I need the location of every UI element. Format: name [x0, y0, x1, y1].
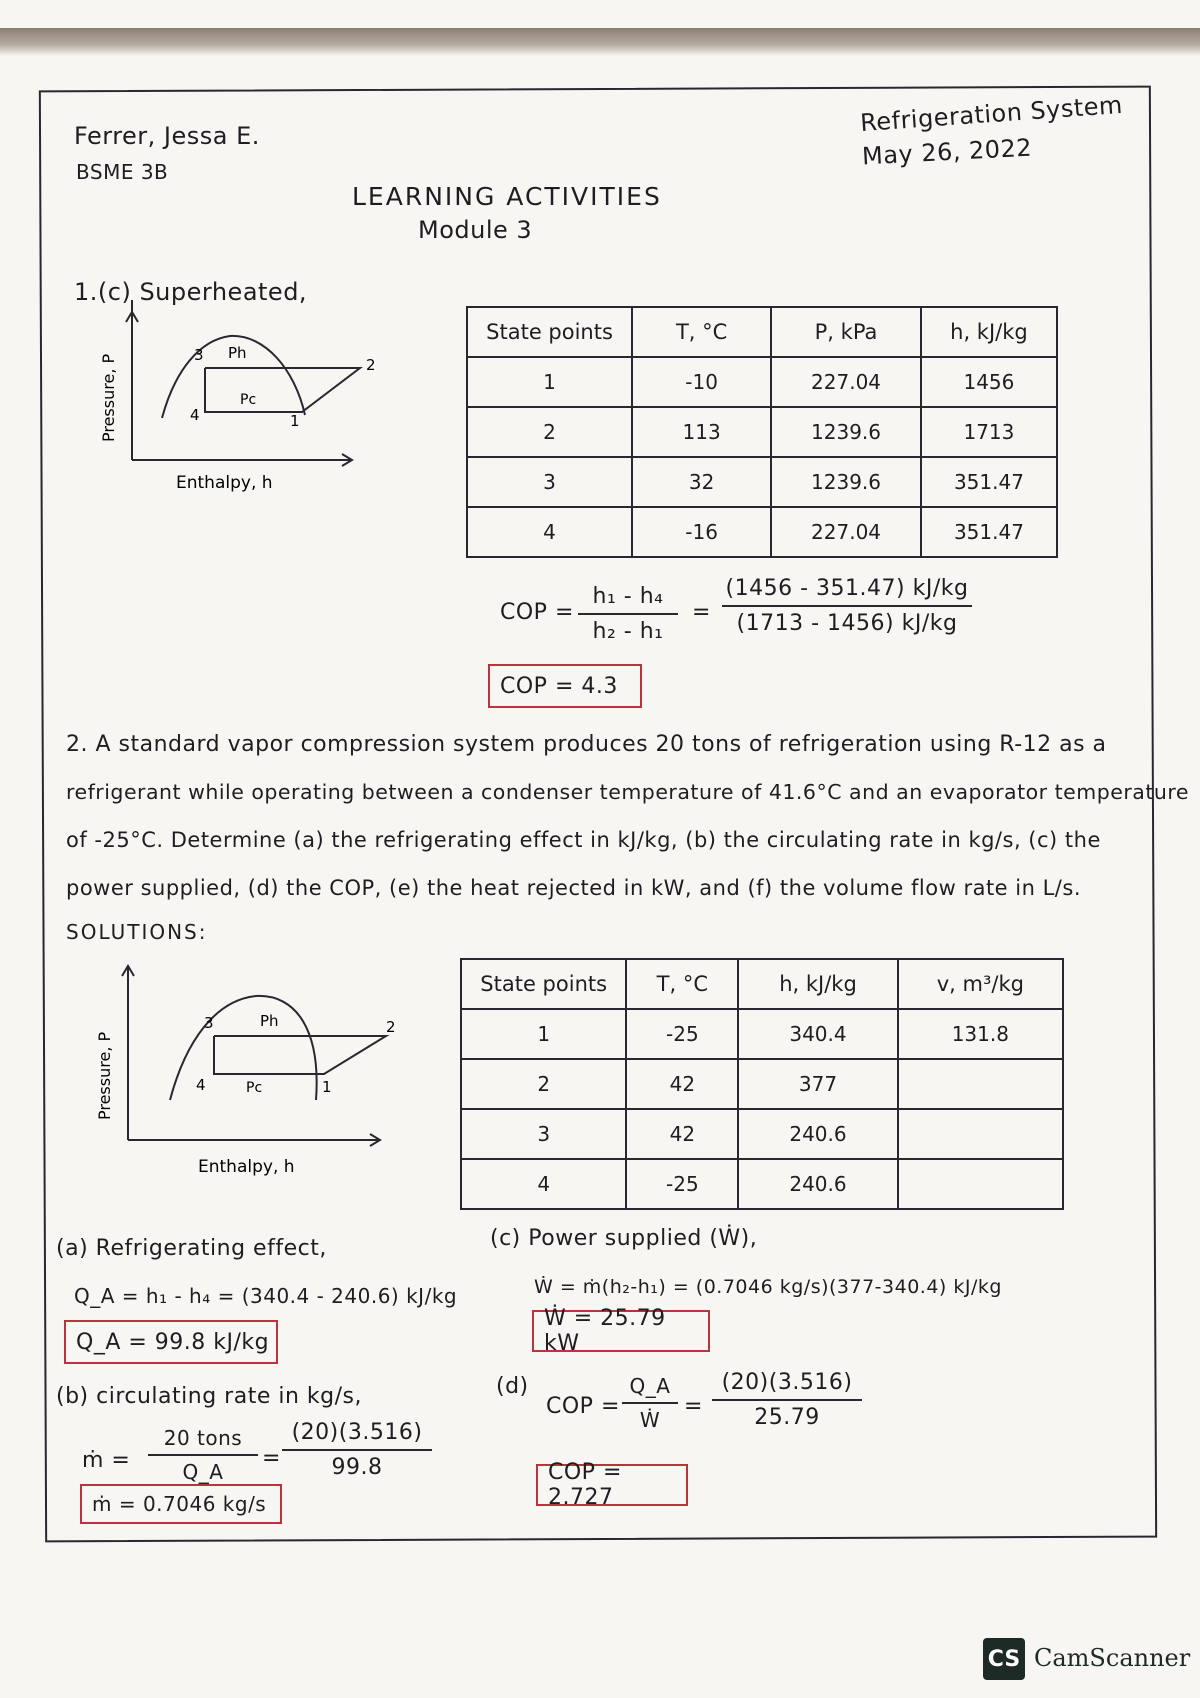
part-b-heading: (b) circulating rate in kg/s,	[56, 1384, 362, 1409]
camscanner-text: CamScanner	[1034, 1644, 1191, 1672]
fraction-denominator: 25.79	[754, 1405, 820, 1430]
problem1-ylabel: Pressure, P	[99, 353, 118, 442]
problem1-point-4: 4	[190, 406, 200, 424]
table-cell: 2	[461, 1059, 626, 1109]
part-c-result: Ẇ = 25.79 kW	[532, 1310, 710, 1352]
table-header: h, kJ/kg	[921, 307, 1057, 357]
table-header: State points	[461, 959, 626, 1009]
problem1-answer: 1.(c) Superheated,	[74, 278, 308, 306]
table-cell: 4	[467, 507, 632, 557]
date: May 26, 2022	[861, 133, 1033, 171]
problem1-ph-diagram	[80, 300, 380, 500]
module-label: Module 3	[418, 216, 533, 244]
problem2-pc-label: Pc	[246, 1080, 263, 1096]
fraction-bar	[722, 605, 972, 607]
problem1-xlabel: Enthalpy, h	[176, 473, 273, 493]
problem2-point-3: 3	[204, 1014, 214, 1032]
table-row	[461, 1009, 1063, 1059]
problem1-state-table	[466, 306, 1058, 558]
table-header: State points	[467, 307, 632, 357]
camscanner-logo: CS	[983, 1638, 1025, 1680]
course-name: Refrigeration System	[859, 90, 1124, 138]
table-header: v, m³/kg	[898, 959, 1063, 1009]
table-header-row	[461, 959, 1063, 1009]
fraction-numerator: (20)(3.516)	[291, 1420, 423, 1445]
problem1-point-3: 3	[194, 346, 204, 364]
problem2-ph-diagram	[86, 950, 396, 1180]
problem2-ph-label: Ph	[260, 1012, 279, 1030]
table-cell: -10	[632, 357, 771, 407]
problem1-cop-fraction	[578, 584, 678, 644]
table-cell: 4	[461, 1159, 626, 1209]
table-row	[461, 1059, 1063, 1109]
problem2-line-2: refrigerant while operating between a condenser temperature of 41.6°C and an evaporator temperature	[66, 780, 1189, 804]
part-c-formula: Ẇ = ṁ(h₂-h₁) = (0.7046 kg/s)(377-340.4) kJ/kg	[534, 1276, 1002, 1298]
table-row	[467, 357, 1057, 407]
table-cell: 1	[467, 357, 632, 407]
cop-numerator: h₁ - h₄	[592, 584, 664, 609]
table-row	[467, 407, 1057, 457]
problem2-xlabel: Enthalpy, h	[198, 1157, 295, 1177]
table-cell: -25	[626, 1009, 738, 1059]
fraction-bar	[148, 1454, 258, 1456]
table-cell: -25	[626, 1159, 738, 1209]
part-b-fraction-2	[282, 1420, 432, 1480]
solutions-label: SOLUTIONS:	[66, 920, 208, 944]
page-title: LEARNING ACTIVITIES	[352, 182, 662, 211]
problem1-equals: =	[692, 600, 711, 625]
table-cell: 240.6	[738, 1109, 897, 1159]
problem2-ylabel: Pressure, P	[95, 1031, 114, 1120]
table-cell: 113	[632, 407, 771, 457]
table-cell	[898, 1109, 1063, 1159]
table-cell	[898, 1059, 1063, 1109]
problem2-line-3: of -25°C. Determine (a) the refrigerating effect in kJ/kg, (b) the circulating rate in kg/s, (c) the	[66, 828, 1101, 852]
table-cell: 3	[467, 457, 632, 507]
table-cell: 42	[626, 1109, 738, 1159]
part-d-fraction-2	[712, 1370, 862, 1430]
table-cell: -16	[632, 507, 771, 557]
table-cell	[898, 1159, 1063, 1209]
fraction-denominator: 99.8	[331, 1455, 383, 1480]
table-cell: 227.04	[771, 507, 921, 557]
table-cell: 240.6	[738, 1159, 897, 1209]
table-cell: 32	[632, 457, 771, 507]
table-header-row	[467, 307, 1057, 357]
fraction-numerator: 20 tons	[163, 1426, 243, 1450]
part-d-lhs: COP =	[546, 1394, 620, 1419]
student-name: Ferrer, Jessa E.	[74, 122, 260, 150]
table-row	[461, 1109, 1063, 1159]
table-cell: 340.4	[738, 1009, 897, 1059]
table-header: h, kJ/kg	[738, 959, 897, 1009]
part-b-equals: =	[262, 1446, 281, 1471]
part-d-equals: =	[684, 1394, 703, 1419]
problem1-ph-label: Ph	[228, 344, 247, 362]
table-row	[467, 457, 1057, 507]
part-d-label: (d)	[496, 1374, 529, 1399]
fraction-bar	[622, 1402, 678, 1404]
table-cell: 351.47	[921, 507, 1057, 557]
table-cell: 1239.6	[771, 457, 921, 507]
part-a-result: Q_A = 99.8 kJ/kg	[64, 1320, 278, 1364]
problem2-line-1: 2. A standard vapor compression system produces 20 tons of refrigeration using R-12 as a	[66, 732, 1107, 757]
table-cell: 227.04	[771, 357, 921, 407]
table-header: P, kPa	[771, 307, 921, 357]
problem1-point-2: 2	[366, 356, 376, 374]
cop-denominator: h₂ - h₁	[592, 619, 664, 644]
scan-top-edge	[0, 28, 1200, 56]
fraction-bar	[282, 1449, 432, 1451]
part-d-result: COP = 2.727	[536, 1464, 688, 1506]
problem2-line-4: power supplied, (d) the COP, (e) the heat rejected in kW, and (f) the volume flow rate in L/s.	[66, 876, 1081, 900]
part-d-fraction-1	[622, 1374, 678, 1432]
cop-values-numerator: (1456 - 351.47) kJ/kg	[725, 576, 969, 601]
table-header: T, °C	[626, 959, 738, 1009]
table-cell: 42	[626, 1059, 738, 1109]
part-b-result: ṁ = 0.7046 kg/s	[80, 1484, 282, 1524]
table-cell: 131.8	[898, 1009, 1063, 1059]
table-cell: 2	[467, 407, 632, 457]
problem2-point-2: 2	[386, 1018, 396, 1036]
table-header: T, °C	[632, 307, 771, 357]
table-cell: 351.47	[921, 457, 1057, 507]
problem1-cop-result: COP = 4.3	[488, 664, 642, 708]
part-b-fraction-1	[148, 1426, 258, 1484]
fraction-denominator: Q_A	[182, 1460, 224, 1484]
table-cell: 3	[461, 1109, 626, 1159]
fraction-numerator: (20)(3.516)	[721, 1370, 853, 1395]
part-a-heading: (a) Refrigerating effect,	[56, 1236, 327, 1261]
fraction-bar	[712, 1399, 862, 1401]
fraction-denominator: Ẇ	[639, 1408, 661, 1432]
table-cell: 1456	[921, 357, 1057, 407]
problem1-point-1: 1	[290, 412, 300, 430]
table-row	[461, 1159, 1063, 1209]
table-cell: 1713	[921, 407, 1057, 457]
cop-values-denominator: (1713 - 1456) kJ/kg	[736, 611, 958, 636]
problem1-pc-label: Pc	[240, 392, 257, 408]
problem2-state-table	[460, 958, 1064, 1210]
fraction-bar	[578, 613, 678, 615]
table-cell: 1239.6	[771, 407, 921, 457]
problem1-cop-values-fraction	[722, 576, 972, 636]
table-cell: 377	[738, 1059, 897, 1109]
fraction-numerator: Q_A	[629, 1374, 671, 1398]
student-section: BSME 3B	[76, 160, 169, 184]
part-a-formula: Q_A = h₁ - h₄ = (340.4 - 240.6) kJ/kg	[74, 1284, 458, 1308]
table-row	[467, 507, 1057, 557]
problem1-cop-label: COP =	[500, 600, 574, 625]
problem2-point-1: 1	[322, 1078, 332, 1096]
part-b-lhs: ṁ =	[82, 1448, 131, 1473]
problem2-point-4: 4	[196, 1076, 206, 1094]
table-cell: 1	[461, 1009, 626, 1059]
part-c-heading: (c) Power supplied (Ẇ),	[490, 1226, 758, 1251]
